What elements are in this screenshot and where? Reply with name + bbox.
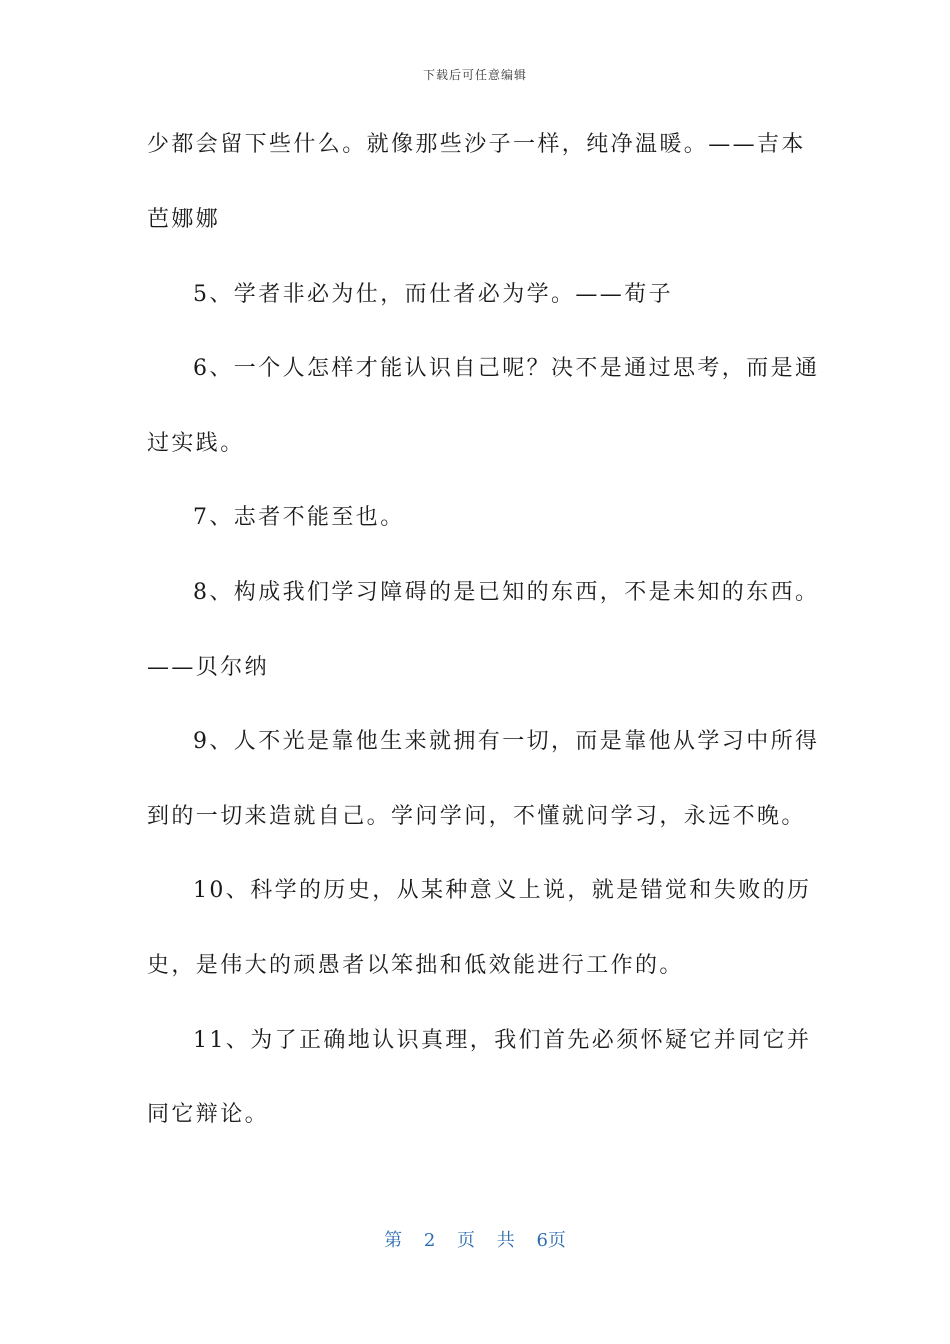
text-line: 史，是伟大的顽愚者以笨拙和低效能进行工作的。 — [147, 953, 684, 978]
footer-label-di: 第 — [384, 1230, 403, 1251]
text-line: 少都会留下些什么。就像那些沙子一样，纯净温暖。——吉本 — [147, 132, 806, 157]
text-line: 6、一个人怎样才能认识自己呢？决不是通过思考，而是通 — [193, 356, 820, 381]
text-line: 芭娜娜 — [147, 207, 221, 232]
text-line: 10、科学的历史，从某种意义上说，就是错觉和失败的历 — [193, 878, 812, 903]
text-line: 7、志者不能至也。 — [193, 505, 405, 530]
page-footer — [0, 1226, 950, 1252]
text-line: 同它辩论。 — [147, 1102, 270, 1127]
text-line: 11、为了正确地认识真理，我们首先必须怀疑它并同它并 — [193, 1028, 812, 1053]
page-header: 下载后可任意编辑 — [422, 68, 527, 82]
text-line: 8、构成我们学习障碍的是已知的东西，不是未知的东西。 — [193, 580, 820, 605]
text-line: ——贝尔纳 — [147, 655, 270, 680]
text-line: 到的一切来造就自己。学问学问，不懂就问学习，永远不晚。 — [147, 804, 806, 829]
text-line: 9、人不光是靠他生来就拥有一切，而是靠他从学习中所得 — [193, 729, 820, 754]
text-line: 过实践。 — [147, 431, 245, 456]
text-line: 5、学者非必为仕，而仕者必为学。——荀子 — [193, 282, 673, 307]
footer-label-ye: 页 — [457, 1230, 475, 1251]
footer-page-current: 2 — [423, 1230, 436, 1251]
footer-label-gong: 共 — [496, 1230, 515, 1251]
footer-page-total: 6页 — [536, 1230, 566, 1251]
